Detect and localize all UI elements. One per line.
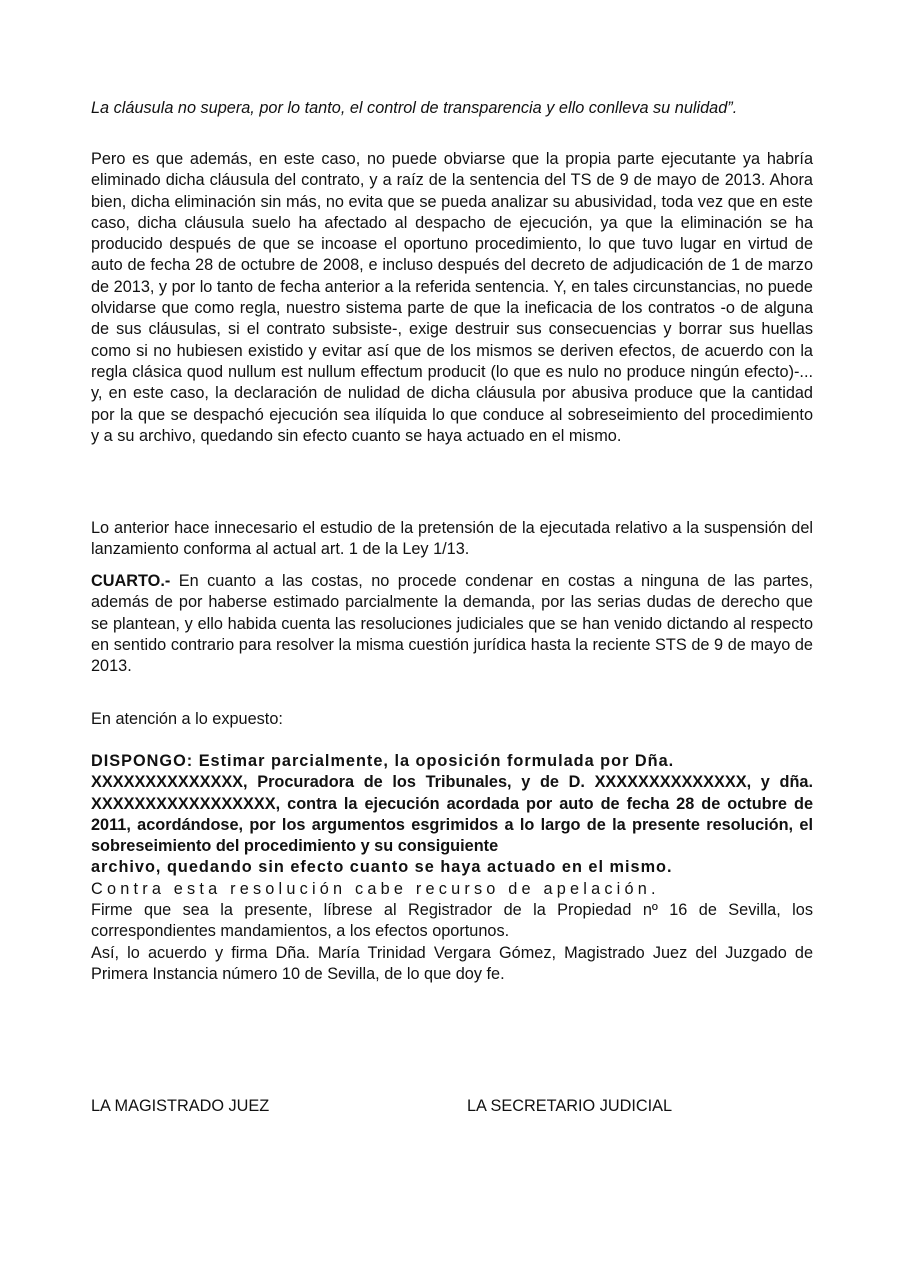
cuarto-body: En cuanto a las costas, no procede condenar en costas a ninguna de las partes, además de por haberse estimado parcialmente la demanda, por las serias dudas de derecho que se plantean, y ello habida cuenta las resoluciones judiciales que se han venido dictando al respecto en sentido contrario para resolver la misma cuestión jurídica hasta la reciente STS de 9 de mayo de 2013.	[91, 572, 813, 676]
cuarto-heading: CUARTO.-	[91, 572, 171, 590]
recurso-line: Contra esta resolución cabe recurso de apelación.	[91, 879, 660, 898]
firma-paragraph: Así, lo acuerdo y firma Dña. María Trinidad Vergara Gómez, Magistrado Juez del Juzgado de Primera Instancia número 10 de Sevilla, de lo que doy fe.	[91, 943, 813, 983]
signature-magistrado: LA MAGISTRADO JUEZ	[91, 1097, 270, 1115]
paragraph-anterior: Lo anterior hace innecesario el estudio de la pretensión de la ejecutada relativo a la suspensión del lanzamiento conforma al actual art. 1 de la Ley 1/13.	[91, 519, 813, 559]
paragraph-cuarto	[91, 571, 813, 677]
dispongo-body: XXXXXXXXXXXXXX, Procuradora de los Tribunales, y de D. XXXXXXXXXXXXXX, y dña. XXXXXXXXXXXXXXXXX, contra la ejecución acordada por auto de fecha 28 de octubre de 2011, acordándose, por los argumentos esgrimidos a lo largo de la presente resolución, el sobreseimiento del procedimiento y su consiguiente	[91, 773, 813, 856]
firme-paragraph: Firme que sea la presente, líbrese al Registrador de la Propiedad nº 16 de Sevilla, los correspondientes mandamientos, a los efectos oportunos.	[91, 901, 813, 941]
dispongo-block	[91, 751, 813, 985]
paragraph-ademas: Pero es que además, en este caso, no puede obviarse que la propia parte ejecutante ya habría eliminado dicha cláusula del contrato, y a raíz de la sentencia del TS de 9 de mayo de 2013. Ahora bien, dicha eliminación sin más, no evita que se pueda analizar su abusividad, toda vez que en este caso, dicha cláusula suelo ha afectado al despacho de ejecución, ya que la eliminación se ha producido después de que se incoase el oportuno procedimiento, lo que tuvo lugar en virtud de auto de fecha 28 de octubre de 2008, e incluso después del decreto de adjudicación de 1 de marzo de 2013, y por lo tanto de fecha anterior a la referida sentencia. Y, en tales circunstancias, no puede olvidarse que como regla, nuestro sistema parte de que la ineficacia de los contratos -o de alguna de sus cláusulas, si el contrato subsiste-, exige destruir sus consecuencias y borrar sus huellas como si no hubiesen existido y evitar así que de los mismos se deriven efectos, de acuerdo con la regla clásica quod nullum est nullum effectum producit (lo que es nulo no produce ningún efecto)-... y, en este caso, la declaración de nulidad de dicha cláusula por abusiva produce que la cantidad por la que se despachó ejecución sea ilíquida lo que conduce al sobreseimiento del procedimiento y a su archivo, quedando sin efecto cuanto se haya actuado en el mismo.	[91, 150, 813, 445]
quote-end-paragraph: La cláusula no supera, por lo tanto, el control de transparencia y ello conlleva su nulidad”.	[91, 99, 738, 117]
atencion-line: En atención a lo expuesto:	[91, 710, 283, 728]
signature-secretario: LA SECRETARIO JUDICIAL	[467, 1097, 673, 1115]
dispongo-lead: DISPONGO: Estimar parcialmente, la oposición formulada por Dña.	[91, 752, 675, 770]
dispongo-tail: archivo, quedando sin efecto cuanto se haya actuado en el mismo.	[91, 858, 673, 877]
